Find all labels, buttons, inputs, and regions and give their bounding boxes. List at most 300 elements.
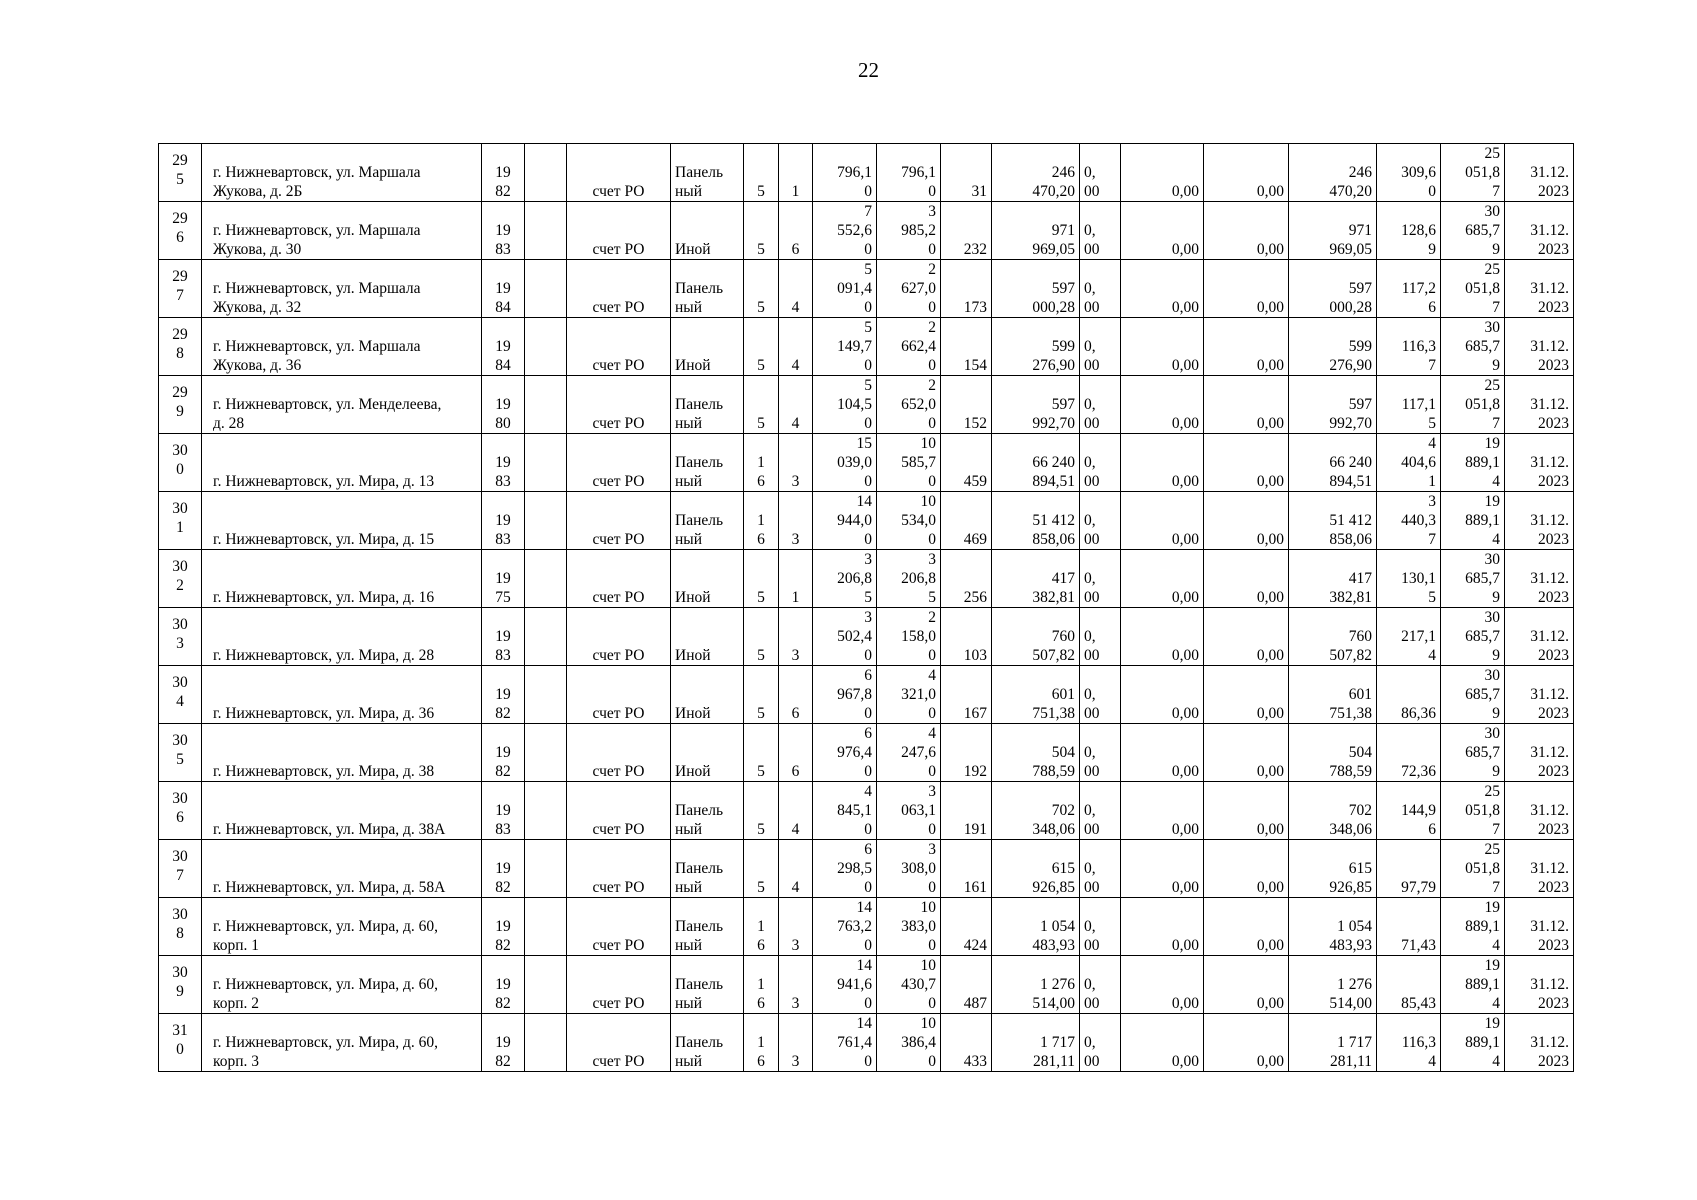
residents-cell: 167: [941, 666, 992, 724]
year-cell: 19 82: [482, 956, 525, 1014]
empty-cell: [525, 550, 567, 608]
cost-budget-cell: 0,00: [1121, 318, 1204, 376]
cost-fund-cell: 0, 00: [1080, 1014, 1121, 1072]
cost-budget-cell: 0,00: [1121, 550, 1204, 608]
entrances-cell: 1: [779, 550, 813, 608]
max-cost-cell: 19 889,1 4: [1441, 492, 1505, 550]
unit-cost-cell: 117,2 6: [1377, 260, 1441, 318]
floors-cell: 5: [744, 376, 779, 434]
floors-cell: 5: [744, 260, 779, 318]
residents-cell: 433: [941, 1014, 992, 1072]
material-cell: Панель ный: [671, 956, 744, 1014]
floors-cell: 5: [744, 724, 779, 782]
area-living-cell: 10 383,0 0: [877, 898, 941, 956]
table-row: [159, 1014, 1574, 1072]
cost-other-cell: 0,00: [1204, 550, 1289, 608]
cost-total-cell: 51 412 858,06: [992, 492, 1080, 550]
cost-budget-cell: 0,00: [1121, 144, 1204, 202]
year-cell: 19 83: [482, 782, 525, 840]
entrances-cell: 3: [779, 956, 813, 1014]
empty-cell: [525, 492, 567, 550]
max-cost-cell: 30 685,7 9: [1441, 666, 1505, 724]
material-cell: Панель ный: [671, 376, 744, 434]
cost-total-cell: 1 276 514,00: [992, 956, 1080, 1014]
housing-table: [158, 143, 1574, 1072]
cost-owners-cell: 504 788,59: [1289, 724, 1377, 782]
max-cost-cell: 30 685,7 9: [1441, 608, 1505, 666]
cost-other-cell: 0,00: [1204, 318, 1289, 376]
row-number: 30 4: [159, 666, 202, 724]
unit-cost-cell: 217,1 4: [1377, 608, 1441, 666]
entrances-cell: 4: [779, 782, 813, 840]
address-cell: г. Нижневартовск, ул. Менделеева, д. 28: [202, 376, 482, 434]
date-cell: 31.12. 2023: [1505, 434, 1574, 492]
material-cell: Панель ный: [671, 434, 744, 492]
fund-cell: счет РО: [567, 782, 671, 840]
cost-other-cell: 0,00: [1204, 666, 1289, 724]
cost-fund-cell: 0, 00: [1080, 666, 1121, 724]
year-cell: 19 83: [482, 608, 525, 666]
area-living-cell: 3 063,1 0: [877, 782, 941, 840]
cost-other-cell: 0,00: [1204, 1014, 1289, 1072]
cost-fund-cell: 0, 00: [1080, 202, 1121, 260]
year-cell: 19 84: [482, 318, 525, 376]
cost-budget-cell: 0,00: [1121, 666, 1204, 724]
date-cell: 31.12. 2023: [1505, 376, 1574, 434]
entrances-cell: 3: [779, 898, 813, 956]
area-total-cell: 5 091,4 0: [813, 260, 877, 318]
table-row: [159, 202, 1574, 260]
fund-cell: счет РО: [567, 318, 671, 376]
cost-other-cell: 0,00: [1204, 840, 1289, 898]
floors-cell: 5: [744, 608, 779, 666]
year-cell: 19 82: [482, 840, 525, 898]
cost-other-cell: 0,00: [1204, 956, 1289, 1014]
material-cell: Иной: [671, 724, 744, 782]
table-row: [159, 260, 1574, 318]
area-total-cell: 5 149,7 0: [813, 318, 877, 376]
empty-cell: [525, 724, 567, 782]
entrances-cell: 4: [779, 376, 813, 434]
cost-budget-cell: 0,00: [1121, 956, 1204, 1014]
row-number: 30 7: [159, 840, 202, 898]
table-row: [159, 144, 1574, 202]
address-cell: г. Нижневартовск, ул. Мира, д. 13: [202, 434, 482, 492]
entrances-cell: 3: [779, 608, 813, 666]
date-cell: 31.12. 2023: [1505, 840, 1574, 898]
cost-other-cell: 0,00: [1204, 492, 1289, 550]
unit-cost-cell: 116,3 4: [1377, 1014, 1441, 1072]
unit-cost-cell: 4 404,6 1: [1377, 434, 1441, 492]
cost-owners-cell: 246 470,20: [1289, 144, 1377, 202]
cost-total-cell: 597 000,28: [992, 260, 1080, 318]
residents-cell: 459: [941, 434, 992, 492]
floors-cell: 1 6: [744, 898, 779, 956]
date-cell: 31.12. 2023: [1505, 898, 1574, 956]
empty-cell: [525, 202, 567, 260]
unit-cost-cell: 128,6 9: [1377, 202, 1441, 260]
material-cell: Панель ный: [671, 782, 744, 840]
fund-cell: счет РО: [567, 898, 671, 956]
row-number: 30 8: [159, 898, 202, 956]
cost-total-cell: 599 276,90: [992, 318, 1080, 376]
area-total-cell: 14 761,4 0: [813, 1014, 877, 1072]
year-cell: 19 82: [482, 1014, 525, 1072]
unit-cost-cell: 71,43: [1377, 898, 1441, 956]
empty-cell: [525, 434, 567, 492]
cost-total-cell: 971 969,05: [992, 202, 1080, 260]
area-living-cell: 796,1 0: [877, 144, 941, 202]
cost-total-cell: 66 240 894,51: [992, 434, 1080, 492]
address-cell: г. Нижневартовск, ул. Мира, д. 60, корп. 3: [202, 1014, 482, 1072]
material-cell: Иной: [671, 202, 744, 260]
fund-cell: счет РО: [567, 434, 671, 492]
date-cell: 31.12. 2023: [1505, 956, 1574, 1014]
cost-owners-cell: 417 382,81: [1289, 550, 1377, 608]
cost-owners-cell: 615 926,85: [1289, 840, 1377, 898]
cost-owners-cell: 1 276 514,00: [1289, 956, 1377, 1014]
residents-cell: 256: [941, 550, 992, 608]
area-living-cell: 10 585,7 0: [877, 434, 941, 492]
floors-cell: 1 6: [744, 492, 779, 550]
cost-owners-cell: 971 969,05: [1289, 202, 1377, 260]
cost-budget-cell: 0,00: [1121, 782, 1204, 840]
material-cell: Панель ный: [671, 840, 744, 898]
entrances-cell: 1: [779, 144, 813, 202]
area-total-cell: 14 763,2 0: [813, 898, 877, 956]
floors-cell: 5: [744, 782, 779, 840]
year-cell: 19 82: [482, 898, 525, 956]
entrances-cell: 6: [779, 666, 813, 724]
table-row: [159, 492, 1574, 550]
date-cell: 31.12. 2023: [1505, 260, 1574, 318]
cost-other-cell: 0,00: [1204, 260, 1289, 318]
cost-total-cell: 760 507,82: [992, 608, 1080, 666]
year-cell: 19 84: [482, 260, 525, 318]
cost-fund-cell: 0, 00: [1080, 550, 1121, 608]
floors-cell: 5: [744, 550, 779, 608]
cost-owners-cell: 597 992,70: [1289, 376, 1377, 434]
cost-owners-cell: 51 412 858,06: [1289, 492, 1377, 550]
table-row: [159, 318, 1574, 376]
address-cell: г. Нижневартовск, ул. Мира, д. 38: [202, 724, 482, 782]
cost-owners-cell: 601 751,38: [1289, 666, 1377, 724]
row-number: 30 0: [159, 434, 202, 492]
row-number: 29 5: [159, 144, 202, 202]
address-cell: г. Нижневартовск, ул. Мира, д. 38А: [202, 782, 482, 840]
material-cell: Иной: [671, 550, 744, 608]
max-cost-cell: 30 685,7 9: [1441, 550, 1505, 608]
fund-cell: счет РО: [567, 492, 671, 550]
area-living-cell: 4 247,6 0: [877, 724, 941, 782]
fund-cell: счет РО: [567, 666, 671, 724]
entrances-cell: 4: [779, 840, 813, 898]
row-number: 31 0: [159, 1014, 202, 1072]
empty-cell: [525, 376, 567, 434]
area-living-cell: 2 627,0 0: [877, 260, 941, 318]
floors-cell: 1 6: [744, 1014, 779, 1072]
cost-fund-cell: 0, 00: [1080, 144, 1121, 202]
address-cell: г. Нижневартовск, ул. Мира, д. 60, корп. 2: [202, 956, 482, 1014]
residents-cell: 152: [941, 376, 992, 434]
residents-cell: 103: [941, 608, 992, 666]
residents-cell: 31: [941, 144, 992, 202]
area-total-cell: 14 941,6 0: [813, 956, 877, 1014]
area-total-cell: 3 502,4 0: [813, 608, 877, 666]
area-total-cell: 7 552,6 0: [813, 202, 877, 260]
unit-cost-cell: 72,36: [1377, 724, 1441, 782]
row-number: 29 9: [159, 376, 202, 434]
table-row: [159, 434, 1574, 492]
cost-budget-cell: 0,00: [1121, 1014, 1204, 1072]
empty-cell: [525, 898, 567, 956]
floors-cell: 5: [744, 144, 779, 202]
max-cost-cell: 30 685,7 9: [1441, 202, 1505, 260]
row-number: 30 9: [159, 956, 202, 1014]
empty-cell: [525, 1014, 567, 1072]
cost-fund-cell: 0, 00: [1080, 608, 1121, 666]
address-cell: г. Нижневартовск, ул. Мира, д. 36: [202, 666, 482, 724]
date-cell: 31.12. 2023: [1505, 492, 1574, 550]
floors-cell: 5: [744, 666, 779, 724]
material-cell: Иной: [671, 666, 744, 724]
residents-cell: 161: [941, 840, 992, 898]
row-number: 30 2: [159, 550, 202, 608]
cost-owners-cell: 702 348,06: [1289, 782, 1377, 840]
row-number: 29 6: [159, 202, 202, 260]
residents-cell: 424: [941, 898, 992, 956]
table-row: [159, 956, 1574, 1014]
cost-owners-cell: 1 054 483,93: [1289, 898, 1377, 956]
max-cost-cell: 30 685,7 9: [1441, 318, 1505, 376]
unit-cost-cell: 130,1 5: [1377, 550, 1441, 608]
unit-cost-cell: 3 440,3 7: [1377, 492, 1441, 550]
unit-cost-cell: 85,43: [1377, 956, 1441, 1014]
area-living-cell: 2 158,0 0: [877, 608, 941, 666]
area-total-cell: 796,1 0: [813, 144, 877, 202]
address-cell: г. Нижневартовск, ул. Мира, д. 16: [202, 550, 482, 608]
cost-owners-cell: 599 276,90: [1289, 318, 1377, 376]
material-cell: Панель ный: [671, 492, 744, 550]
cost-fund-cell: 0, 00: [1080, 898, 1121, 956]
unit-cost-cell: 97,79: [1377, 840, 1441, 898]
residents-cell: 469: [941, 492, 992, 550]
entrances-cell: 3: [779, 1014, 813, 1072]
cost-fund-cell: 0, 00: [1080, 492, 1121, 550]
cost-budget-cell: 0,00: [1121, 376, 1204, 434]
fund-cell: счет РО: [567, 1014, 671, 1072]
cost-other-cell: 0,00: [1204, 608, 1289, 666]
cost-other-cell: 0,00: [1204, 144, 1289, 202]
cost-total-cell: 615 926,85: [992, 840, 1080, 898]
material-cell: Панель ный: [671, 1014, 744, 1072]
table-row: [159, 898, 1574, 956]
floors-cell: 1 6: [744, 956, 779, 1014]
material-cell: Панель ный: [671, 260, 744, 318]
floors-cell: 5: [744, 318, 779, 376]
cost-budget-cell: 0,00: [1121, 724, 1204, 782]
empty-cell: [525, 260, 567, 318]
max-cost-cell: 19 889,1 4: [1441, 898, 1505, 956]
material-cell: Панель ный: [671, 144, 744, 202]
address-cell: г. Нижневартовск, ул. Мира, д. 58А: [202, 840, 482, 898]
cost-total-cell: 504 788,59: [992, 724, 1080, 782]
max-cost-cell: 25 051,8 7: [1441, 782, 1505, 840]
empty-cell: [525, 144, 567, 202]
area-total-cell: 4 845,1 0: [813, 782, 877, 840]
residents-cell: 154: [941, 318, 992, 376]
table-row: [159, 376, 1574, 434]
empty-cell: [525, 608, 567, 666]
cost-total-cell: 702 348,06: [992, 782, 1080, 840]
cost-owners-cell: 760 507,82: [1289, 608, 1377, 666]
entrances-cell: 6: [779, 202, 813, 260]
cost-other-cell: 0,00: [1204, 724, 1289, 782]
year-cell: 19 82: [482, 666, 525, 724]
cost-total-cell: 1 054 483,93: [992, 898, 1080, 956]
area-living-cell: 2 652,0 0: [877, 376, 941, 434]
unit-cost-cell: 144,9 6: [1377, 782, 1441, 840]
floors-cell: 5: [744, 202, 779, 260]
floors-cell: 5: [744, 840, 779, 898]
table-row: [159, 840, 1574, 898]
cost-total-cell: 601 751,38: [992, 666, 1080, 724]
cost-owners-cell: 1 717 281,11: [1289, 1014, 1377, 1072]
area-total-cell: 15 039,0 0: [813, 434, 877, 492]
year-cell: 19 82: [482, 144, 525, 202]
entrances-cell: 3: [779, 492, 813, 550]
cost-total-cell: 417 382,81: [992, 550, 1080, 608]
fund-cell: счет РО: [567, 550, 671, 608]
empty-cell: [525, 666, 567, 724]
fund-cell: счет РО: [567, 144, 671, 202]
date-cell: 31.12. 2023: [1505, 318, 1574, 376]
date-cell: 31.12. 2023: [1505, 144, 1574, 202]
unit-cost-cell: 309,6 0: [1377, 144, 1441, 202]
unit-cost-cell: 86,36: [1377, 666, 1441, 724]
row-number: 30 3: [159, 608, 202, 666]
area-living-cell: 3 985,2 0: [877, 202, 941, 260]
cost-budget-cell: 0,00: [1121, 608, 1204, 666]
fund-cell: счет РО: [567, 956, 671, 1014]
area-living-cell: 2 662,4 0: [877, 318, 941, 376]
cost-total-cell: 597 992,70: [992, 376, 1080, 434]
cost-fund-cell: 0, 00: [1080, 318, 1121, 376]
material-cell: Иной: [671, 318, 744, 376]
row-number: 30 5: [159, 724, 202, 782]
residents-cell: 487: [941, 956, 992, 1014]
max-cost-cell: 19 889,1 4: [1441, 434, 1505, 492]
cost-budget-cell: 0,00: [1121, 260, 1204, 318]
entrances-cell: 4: [779, 260, 813, 318]
area-total-cell: 14 944,0 0: [813, 492, 877, 550]
entrances-cell: 6: [779, 724, 813, 782]
area-living-cell: 3 206,8 5: [877, 550, 941, 608]
cost-budget-cell: 0,00: [1121, 840, 1204, 898]
year-cell: 19 75: [482, 550, 525, 608]
table-row: [159, 724, 1574, 782]
address-cell: г. Нижневартовск, ул. Маршала Жукова, д. 30: [202, 202, 482, 260]
year-cell: 19 82: [482, 724, 525, 782]
date-cell: 31.12. 2023: [1505, 550, 1574, 608]
cost-owners-cell: 66 240 894,51: [1289, 434, 1377, 492]
cost-total-cell: 1 717 281,11: [992, 1014, 1080, 1072]
empty-cell: [525, 318, 567, 376]
max-cost-cell: 25 051,8 7: [1441, 144, 1505, 202]
entrances-cell: 4: [779, 318, 813, 376]
max-cost-cell: 25 051,8 7: [1441, 260, 1505, 318]
date-cell: 31.12. 2023: [1505, 782, 1574, 840]
date-cell: 31.12. 2023: [1505, 1014, 1574, 1072]
cost-budget-cell: 0,00: [1121, 898, 1204, 956]
cost-owners-cell: 597 000,28: [1289, 260, 1377, 318]
year-cell: 19 83: [482, 202, 525, 260]
date-cell: 31.12. 2023: [1505, 202, 1574, 260]
table-row: [159, 550, 1574, 608]
max-cost-cell: 25 051,8 7: [1441, 840, 1505, 898]
cost-fund-cell: 0, 00: [1080, 376, 1121, 434]
address-cell: г. Нижневартовск, ул. Мира, д. 60, корп. 1: [202, 898, 482, 956]
table-row: [159, 608, 1574, 666]
date-cell: 31.12. 2023: [1505, 724, 1574, 782]
cost-fund-cell: 0, 00: [1080, 724, 1121, 782]
cost-other-cell: 0,00: [1204, 782, 1289, 840]
material-cell: Панель ный: [671, 898, 744, 956]
table-row: [159, 666, 1574, 724]
area-living-cell: 4 321,0 0: [877, 666, 941, 724]
address-cell: г. Нижневартовск, ул. Маршала Жукова, д. 36: [202, 318, 482, 376]
fund-cell: счет РО: [567, 724, 671, 782]
residents-cell: 173: [941, 260, 992, 318]
cost-other-cell: 0,00: [1204, 434, 1289, 492]
cost-fund-cell: 0, 00: [1080, 434, 1121, 492]
date-cell: 31.12. 2023: [1505, 666, 1574, 724]
fund-cell: счет РО: [567, 260, 671, 318]
area-total-cell: 3 206,8 5: [813, 550, 877, 608]
table-row: [159, 782, 1574, 840]
cost-other-cell: 0,00: [1204, 202, 1289, 260]
area-total-cell: 6 976,4 0: [813, 724, 877, 782]
cost-budget-cell: 0,00: [1121, 492, 1204, 550]
area-living-cell: 10 430,7 0: [877, 956, 941, 1014]
fund-cell: счет РО: [567, 840, 671, 898]
unit-cost-cell: 116,3 7: [1377, 318, 1441, 376]
area-total-cell: 5 104,5 0: [813, 376, 877, 434]
row-number: 30 1: [159, 492, 202, 550]
cost-fund-cell: 0, 00: [1080, 956, 1121, 1014]
address-cell: г. Нижневартовск, ул. Мира, д. 15: [202, 492, 482, 550]
residents-cell: 232: [941, 202, 992, 260]
cost-fund-cell: 0, 00: [1080, 782, 1121, 840]
date-cell: 31.12. 2023: [1505, 608, 1574, 666]
cost-other-cell: 0,00: [1204, 376, 1289, 434]
residents-cell: 192: [941, 724, 992, 782]
address-cell: г. Нижневартовск, ул. Маршала Жукова, д. 32: [202, 260, 482, 318]
max-cost-cell: 25 051,8 7: [1441, 376, 1505, 434]
residents-cell: 191: [941, 782, 992, 840]
max-cost-cell: 30 685,7 9: [1441, 724, 1505, 782]
year-cell: 19 80: [482, 376, 525, 434]
empty-cell: [525, 840, 567, 898]
empty-cell: [525, 956, 567, 1014]
row-number: 30 6: [159, 782, 202, 840]
cost-total-cell: 246 470,20: [992, 144, 1080, 202]
cost-other-cell: 0,00: [1204, 898, 1289, 956]
cost-budget-cell: 0,00: [1121, 202, 1204, 260]
max-cost-cell: 19 889,1 4: [1441, 956, 1505, 1014]
fund-cell: счет РО: [567, 376, 671, 434]
address-cell: г. Нижневартовск, ул. Маршала Жукова, д. 2Б: [202, 144, 482, 202]
